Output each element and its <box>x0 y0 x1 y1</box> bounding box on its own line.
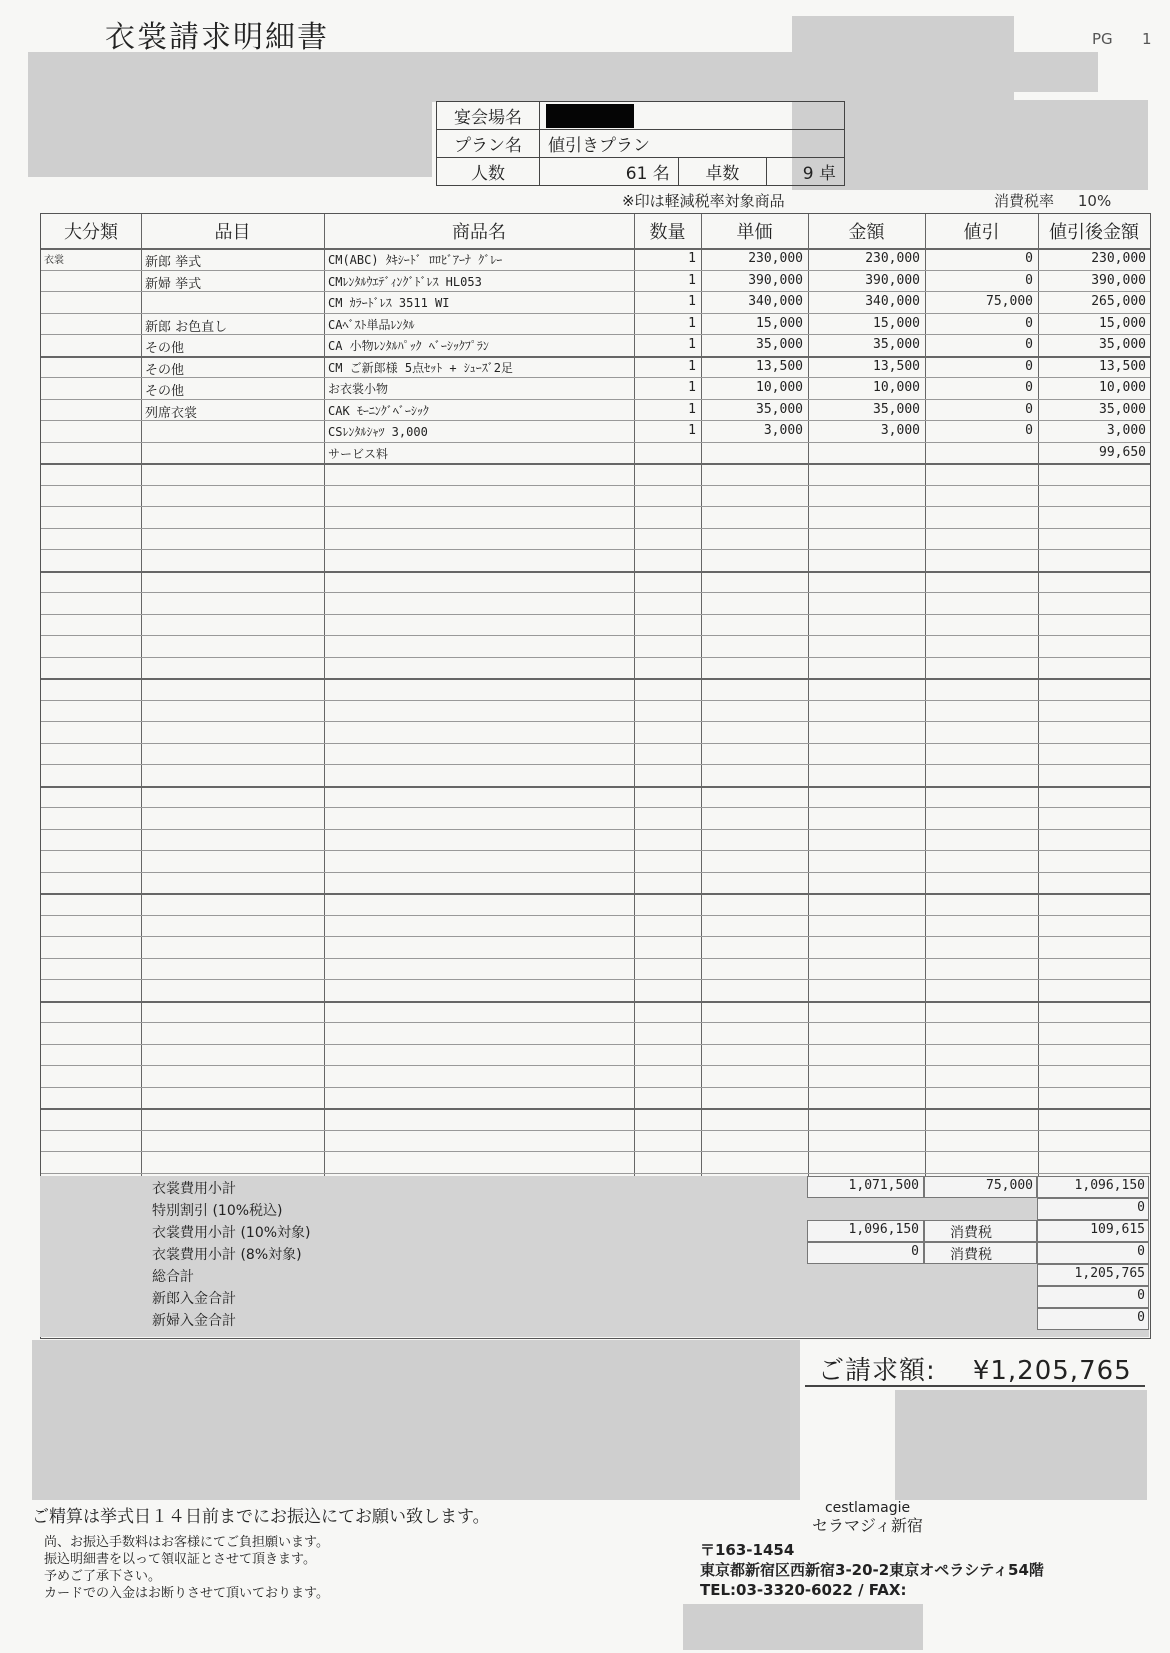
row-divider <box>41 549 1150 550</box>
cell-unit-price: 35,000 <box>756 337 803 352</box>
column-divider <box>1038 214 1039 1177</box>
row-divider <box>41 807 1150 808</box>
postal-code: 〒163-1454 <box>700 1541 795 1559</box>
column-divider <box>141 214 142 1177</box>
document-title: 衣裳請求明細書 <box>105 20 329 55</box>
table-row <box>41 291 1150 313</box>
cell-net-amount: 265,000 <box>1091 294 1146 309</box>
row-divider <box>41 1108 1150 1110</box>
table-row <box>41 334 1150 356</box>
redacted-area <box>848 100 1148 190</box>
cell-product: サービス料 <box>328 446 389 461</box>
footer-notes <box>44 1534 329 1602</box>
company-address: 東京都新宿区西新宿3-20-2東京オペラシティ54階 <box>700 1561 1044 1579</box>
redacted-area <box>895 1390 1147 1500</box>
cell-discount: 75,000 <box>986 294 1033 309</box>
col-header-unit-price: 単価 <box>736 222 773 243</box>
special-discount-row <box>40 1198 1149 1220</box>
cell-net-amount: 390,000 <box>1091 272 1146 288</box>
grand-total-label: 総合計 <box>152 1269 194 1285</box>
row-divider <box>41 291 1150 292</box>
row-divider <box>41 743 1150 744</box>
col-header-amount: 金額 <box>848 222 885 243</box>
cell-amount: 35,000 <box>873 337 920 352</box>
footer-note-line: 振込明細書を以って領収証とさせて頂きます。 <box>44 1552 316 1567</box>
cell-amount: 390,000 <box>865 272 920 288</box>
venue-label: 宴会場名 <box>437 102 540 130</box>
header-divider <box>41 248 1150 250</box>
row-divider <box>41 1022 1150 1023</box>
grand-total-value: 1,205,765 <box>1074 1266 1145 1281</box>
event-info-table <box>436 101 845 186</box>
cell-item: 新郎 挙式 <box>145 255 202 270</box>
table-row <box>41 313 1150 335</box>
cell-qty: 1 <box>688 423 696 438</box>
cell-qty: 1 <box>688 294 696 309</box>
costume-subtotal-net: 1,096,150 <box>1074 1178 1145 1193</box>
footer-note-line: 予めご了承下さい。 <box>44 1569 162 1584</box>
row-divider <box>41 1151 1150 1152</box>
costume-subtotal-row <box>40 1176 1149 1198</box>
subtotal-8-label: 衣裳費用小計 (8%対象) <box>152 1247 302 1263</box>
cell-product: CSﾚﾝﾀﾙｼｬﾂ 3,000 <box>328 425 428 439</box>
table-row <box>41 270 1150 292</box>
cell-qty: 1 <box>688 380 696 395</box>
company-roman-name: cestlamagie <box>824 1500 911 1516</box>
cell-product: CMﾚﾝﾀﾙｳｴﾃﾞｨﾝｸﾞﾄﾞﾚｽ HL053 <box>328 274 482 289</box>
cell-qty: 1 <box>688 358 696 374</box>
column-divider <box>701 214 702 1177</box>
row-divider <box>41 270 1150 271</box>
billing-value: ¥1,205,765 <box>972 1356 1132 1386</box>
row-divider <box>41 334 1150 335</box>
cell-item: その他 <box>145 384 185 399</box>
column-divider <box>324 214 325 1177</box>
cell-product: CM ｶﾗｰﾄﾞﾚｽ 3511 WI <box>328 296 450 310</box>
row-divider <box>41 657 1150 658</box>
row-divider <box>41 1087 1150 1088</box>
table-row <box>41 356 1150 378</box>
venue-value <box>540 102 845 130</box>
page-number: 1 <box>1142 30 1152 48</box>
cell-net-amount: 13,500 <box>1099 358 1146 374</box>
billing-amount <box>818 1350 1132 1387</box>
plan-label: プラン名 <box>437 130 540 158</box>
redacted-venue <box>546 104 634 128</box>
groom-paid-value: 0 <box>1137 1288 1145 1303</box>
subtotal-10-tax-label: 消費税 <box>950 1225 992 1241</box>
redacted-area <box>683 1604 923 1650</box>
col-header-net-amount: 値引後金額 <box>1049 222 1139 243</box>
row-divider <box>41 1001 1150 1003</box>
cell-qty: 1 <box>688 315 696 331</box>
row-divider <box>41 786 1150 788</box>
cell-discount: 0 <box>1025 401 1033 417</box>
row-divider <box>41 850 1150 851</box>
col-header-discount: 値引 <box>963 222 1000 243</box>
col-header-item: 品目 <box>214 222 251 243</box>
cell-amount: 10,000 <box>873 380 920 395</box>
cell-product: CA 小物ﾚﾝﾀﾙﾊﾟｯｸ ﾍﾞｰｼｯｸﾌﾟﾗﾝ <box>328 339 489 353</box>
row-divider <box>41 528 1150 529</box>
cell-qty: 1 <box>688 401 696 417</box>
col-header-category: 大分類 <box>64 222 118 243</box>
cell-unit-price: 340,000 <box>748 294 803 309</box>
cell-unit-price: 15,000 <box>756 315 803 331</box>
groom-paid-label: 新郎入金合計 <box>152 1291 236 1307</box>
row-divider <box>41 420 1150 421</box>
cell-unit-price: 390,000 <box>748 272 803 288</box>
cell-category: 衣裳 <box>44 255 64 266</box>
company-name: セラマジィ新宿 <box>812 1516 924 1535</box>
tax-rate-value: 10% <box>1077 192 1112 210</box>
row-divider <box>41 829 1150 830</box>
cell-item: 列席衣裳 <box>145 405 198 421</box>
invoice-table <box>40 213 1151 1339</box>
cell-net-amount: 15,000 <box>1099 315 1146 331</box>
row-divider <box>41 1173 1150 1174</box>
row-divider <box>41 614 1150 615</box>
cell-amount: 13,500 <box>873 358 920 374</box>
page-label: PG <box>1092 30 1113 48</box>
cell-net-amount: 99,650 <box>1099 444 1146 460</box>
subtotal-10-label: 衣裳費用小計 (10%対象) <box>152 1225 311 1241</box>
row-divider <box>41 463 1150 465</box>
table-row <box>41 420 1150 442</box>
subtotal-10-tax: 109,615 <box>1090 1222 1145 1237</box>
cell-item: その他 <box>145 362 185 378</box>
cell-product: CAﾍﾞｽﾄ単品ﾚﾝﾀﾙ <box>328 317 415 332</box>
cell-amount: 230,000 <box>865 251 920 266</box>
cell-unit-price: 13,500 <box>756 358 803 374</box>
cell-discount: 0 <box>1025 358 1033 374</box>
row-divider <box>41 571 1150 573</box>
redacted-area <box>1014 52 1098 92</box>
row-divider <box>41 915 1150 916</box>
row-divider <box>41 592 1150 593</box>
cell-unit-price: 10,000 <box>756 380 803 395</box>
special-discount-value: 0 <box>1137 1200 1145 1215</box>
cell-unit-price: 3,000 <box>763 423 803 438</box>
row-divider <box>41 979 1150 980</box>
row-divider <box>41 700 1150 701</box>
cell-amount: 15,000 <box>873 315 920 331</box>
col-header-qty: 数量 <box>649 222 686 243</box>
row-divider <box>41 764 1150 765</box>
guests-value: 61 名 <box>540 158 679 186</box>
cell-net-amount: 35,000 <box>1099 337 1146 352</box>
tax-rate <box>994 190 1111 211</box>
reduced-tax-note: ※印は軽減税率対象商品 <box>622 192 785 210</box>
subtotal-10-amount: 1,096,150 <box>848 1222 919 1237</box>
row-divider <box>41 721 1150 722</box>
cell-discount: 0 <box>1025 423 1033 438</box>
cell-unit-price: 35,000 <box>756 401 803 417</box>
column-divider <box>634 214 635 1177</box>
tables-label: 卓数 <box>678 158 766 186</box>
cell-item: 新婦 挙式 <box>145 276 202 292</box>
table-row <box>41 442 1150 464</box>
cell-discount: 0 <box>1025 380 1033 395</box>
row-divider <box>41 872 1150 873</box>
cell-product: CM(ABC) ﾀｷｼｰﾄﾞ ﾛﾛﾋﾞｱｰﾅ ｸﾞﾚｰ <box>328 253 503 267</box>
company-phone: TEL:03-3320-6022 / FAX: <box>700 1581 907 1599</box>
cell-amount: 340,000 <box>865 294 920 309</box>
guests-label: 人数 <box>437 158 540 186</box>
redacted-area <box>32 1340 800 1500</box>
bride-paid-value: 0 <box>1137 1310 1145 1325</box>
cell-item: 新郎 お色直し <box>145 319 228 335</box>
row-divider <box>41 442 1150 443</box>
payment-note: ご精算は挙式日１４日前までにお振込にてお願い致します。 <box>32 1507 490 1527</box>
billing-underline <box>805 1385 1145 1387</box>
row-divider <box>41 485 1150 486</box>
bride-paid-label: 新婦入金合計 <box>152 1313 236 1329</box>
table-row <box>41 248 1150 270</box>
cell-discount: 0 <box>1025 315 1033 331</box>
cell-net-amount: 230,000 <box>1091 251 1146 266</box>
subtotal-10-row <box>40 1220 1149 1242</box>
table-row <box>41 377 1150 399</box>
groom-paid-row <box>40 1286 1149 1308</box>
row-divider <box>41 958 1150 959</box>
tax-rate-label: 消費税率 <box>994 192 1055 210</box>
cell-product: CM ご新郎様 5点ｾｯﾄ + ｼｭｰｽﾞ2足 <box>328 360 514 375</box>
cell-product: CAK ﾓｰﾆﾝｸﾞﾍﾞｰｼｯｸ <box>328 403 429 418</box>
costume-subtotal-discount: 75,000 <box>986 1178 1033 1193</box>
redacted-area <box>28 52 432 177</box>
cell-net-amount: 10,000 <box>1099 380 1146 395</box>
cell-net-amount: 3,000 <box>1106 423 1146 438</box>
costume-subtotal-amount: 1,071,500 <box>848 1178 919 1193</box>
cell-discount: 0 <box>1025 337 1033 352</box>
cell-discount: 0 <box>1025 251 1033 266</box>
cell-product: お衣裳小物 <box>328 382 389 396</box>
cell-discount: 0 <box>1025 272 1033 288</box>
company-name-block <box>812 1500 923 1534</box>
bride-paid-row <box>40 1308 1149 1330</box>
cell-amount: 3,000 <box>880 423 920 438</box>
row-divider <box>41 1065 1150 1066</box>
row-divider <box>41 313 1150 314</box>
special-discount-label: 特別割引 (10%税込) <box>152 1203 283 1219</box>
billing-label: ご請求額: <box>818 1356 936 1386</box>
table-row <box>41 399 1150 421</box>
costume-subtotal-label: 衣裳費用小計 <box>152 1181 236 1197</box>
redacted-area <box>432 52 792 102</box>
company-address-block <box>700 1540 1044 1600</box>
row-divider <box>41 1130 1150 1131</box>
cell-qty: 1 <box>688 251 696 266</box>
cell-unit-price: 230,000 <box>748 251 803 266</box>
row-divider <box>41 936 1150 937</box>
footer-note-line: 尚、お振込手数料はお客様にてご負担願います。 <box>44 1535 329 1550</box>
subtotal-8-row <box>40 1242 1149 1264</box>
cell-qty: 1 <box>688 272 696 288</box>
grand-total-row <box>40 1264 1149 1286</box>
row-divider <box>41 678 1150 680</box>
row-divider <box>41 506 1150 507</box>
row-divider <box>41 356 1150 358</box>
row-divider <box>41 1044 1150 1045</box>
column-divider <box>808 214 809 1177</box>
row-divider <box>41 893 1150 895</box>
cell-amount: 35,000 <box>873 401 920 417</box>
column-divider <box>925 214 926 1177</box>
plan-value: 値引きプラン <box>540 130 845 158</box>
cell-item: その他 <box>145 341 185 356</box>
row-divider <box>41 399 1150 400</box>
tables-value: 9 卓 <box>766 158 844 186</box>
cell-net-amount: 35,000 <box>1099 401 1146 417</box>
footer-note-line: カードでの入金はお断りさせて頂いております。 <box>44 1586 329 1601</box>
row-divider <box>41 377 1150 378</box>
subtotal-8-tax-label: 消費税 <box>950 1247 992 1263</box>
cell-qty: 1 <box>688 337 696 352</box>
row-divider <box>41 635 1150 636</box>
subtotal-8-tax: 0 <box>1137 1244 1145 1259</box>
subtotal-8-amount: 0 <box>911 1244 919 1259</box>
summary-section <box>40 1176 1149 1337</box>
col-header-product: 商品名 <box>452 222 506 243</box>
